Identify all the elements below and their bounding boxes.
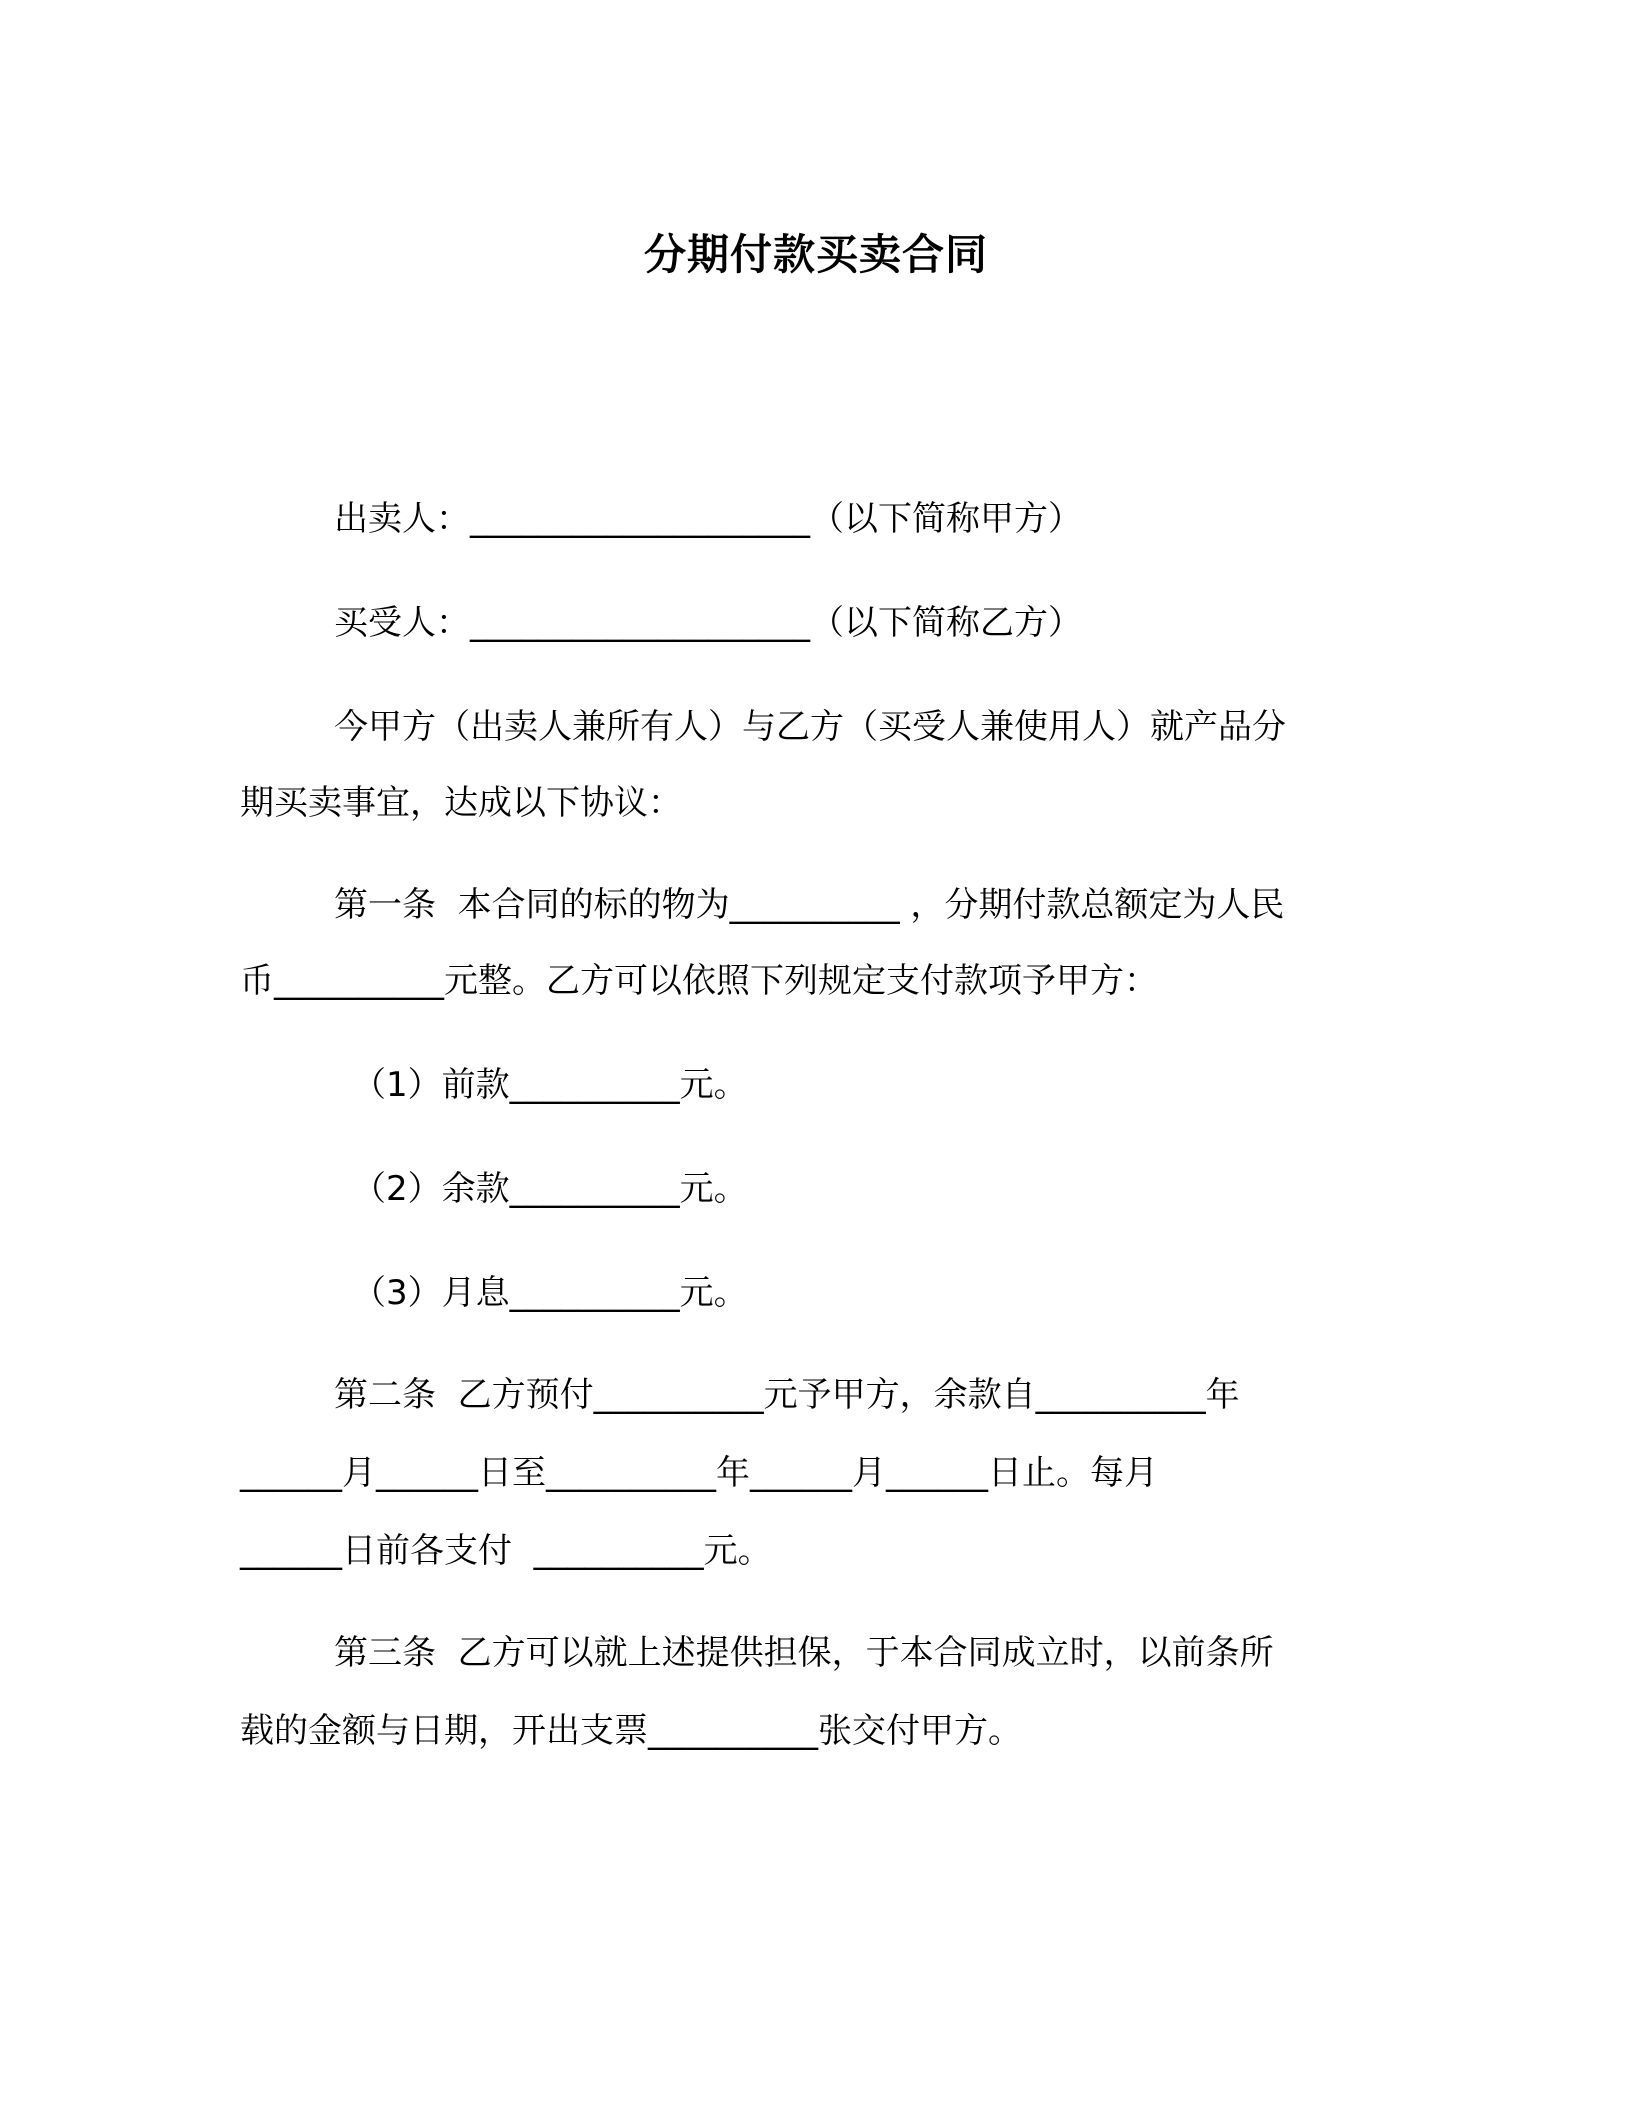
article-1-item-2: （2）余款__________元。 xyxy=(352,1169,748,1209)
preamble-line-2: 期买卖事宜，达成以下协议： xyxy=(240,783,682,823)
article-2-line-2: ______月______日至__________年______月______日止。每月 xyxy=(240,1453,1158,1493)
article-2-line-1: 第二条 乙方预付__________元予甲方，余款自__________年 xyxy=(334,1375,1240,1415)
buyer-line: 买受人：____________________（以下简称乙方） xyxy=(334,603,1082,643)
article-1-line-2: 币__________元整。乙方可以依照下列规定支付款项予甲方： xyxy=(240,961,1158,1001)
article-3-line-1: 第三条 乙方可以就上述提供担保，于本合同成立时，以前条所 xyxy=(334,1633,1274,1673)
article-2-line-3: ______日前各支付 __________元。 xyxy=(240,1531,772,1571)
article-1-line-1: 第一条 本合同的标的物为__________ ，分期付款总额定为人民 xyxy=(334,885,1285,925)
document-title: 分期付款买卖合同 xyxy=(643,230,988,279)
article-1-item-3: （3）月息__________元。 xyxy=(352,1273,748,1313)
seller-line: 出卖人：____________________（以下简称甲方） xyxy=(334,499,1082,539)
article-3-line-2: 载的金额与日期，开出支票__________张交付甲方。 xyxy=(240,1711,1022,1751)
preamble-line-1: 今甲方（出卖人兼所有人）与乙方（买受人兼使用人）就产品分 xyxy=(334,707,1286,747)
article-1-item-1: （1）前款__________元。 xyxy=(352,1065,748,1105)
